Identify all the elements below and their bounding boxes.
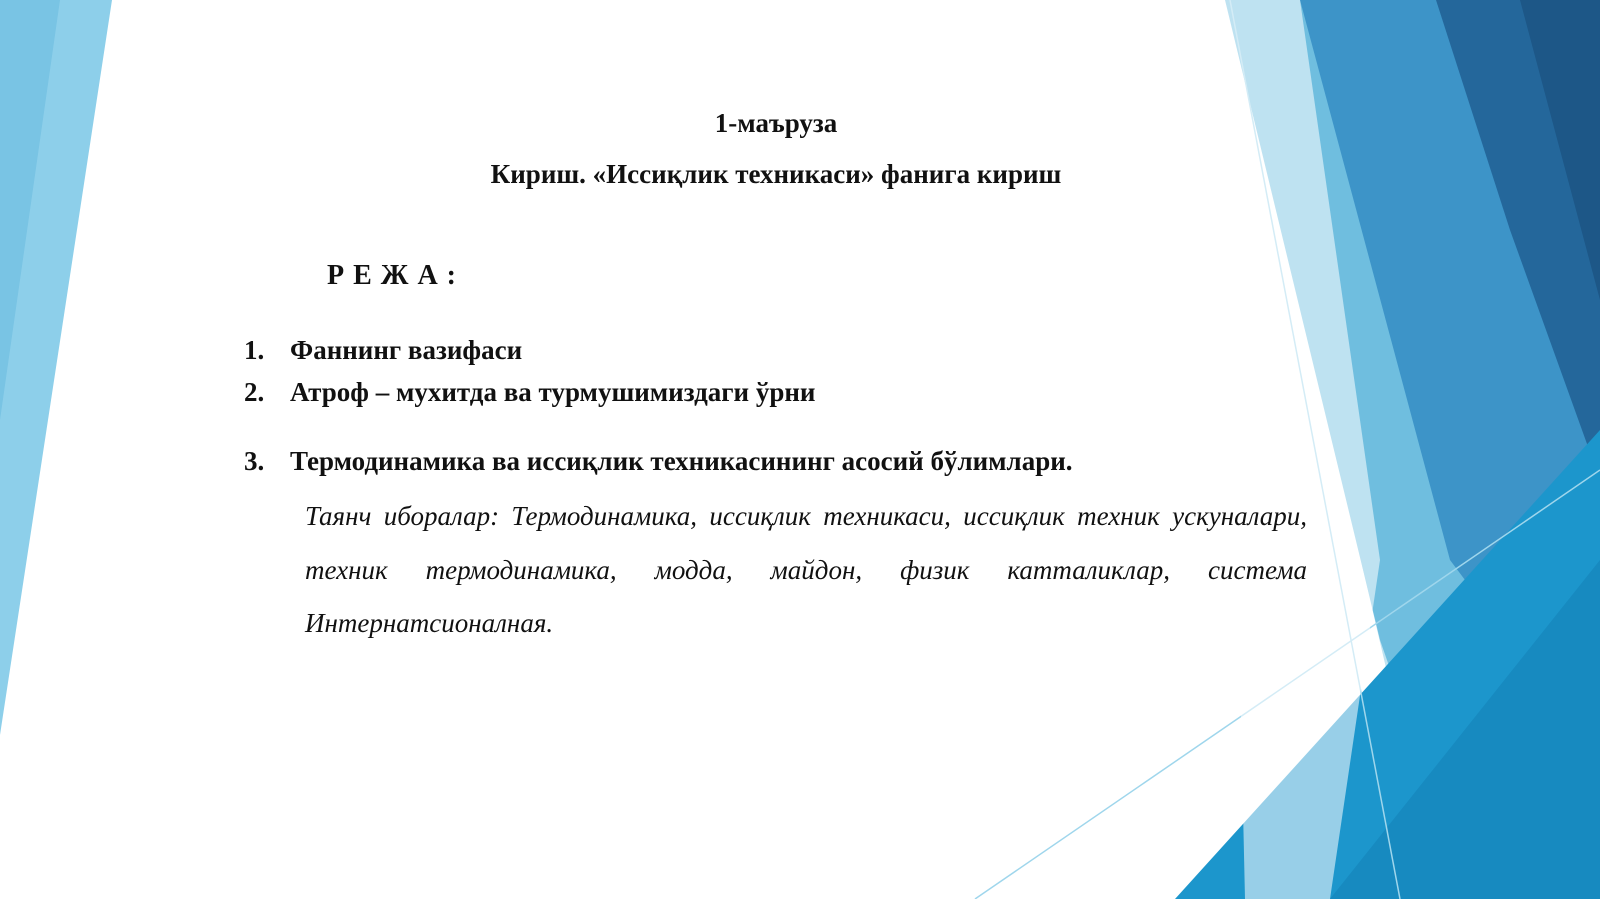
plan-item [244,335,522,366]
plan-heading: Р Е Ж А : [327,260,458,291]
plan-item-text: Фаннинг вазифаси [290,335,523,365]
plan-item-number: 1. [244,335,265,365]
lecture-title: Кириш. «Иссиқлик техникаси» фанига кириш [490,159,1062,189]
plan-item-text: Атроф – мухитда ва турмушимиздаги ўрни [290,377,816,407]
plan-item [244,377,815,408]
plan-item-text: Термодинамика ва иссиқлик техникасининг асосий бўлимлари. [290,446,1073,476]
plan-item [244,446,1073,477]
plan-item-number: 2. [244,377,265,407]
lecture-number: 1-маъруза [714,108,838,138]
plan-item-number: 3. [244,446,265,476]
keywords-paragraph: Таянч иборалар: Термодинамика, иссиқлик техникаси, иссиқлик техник ускуналари, техник термодинамика, модда, майдон, физик катталиклар, система Интернатсионалная. [305,501,1307,638]
